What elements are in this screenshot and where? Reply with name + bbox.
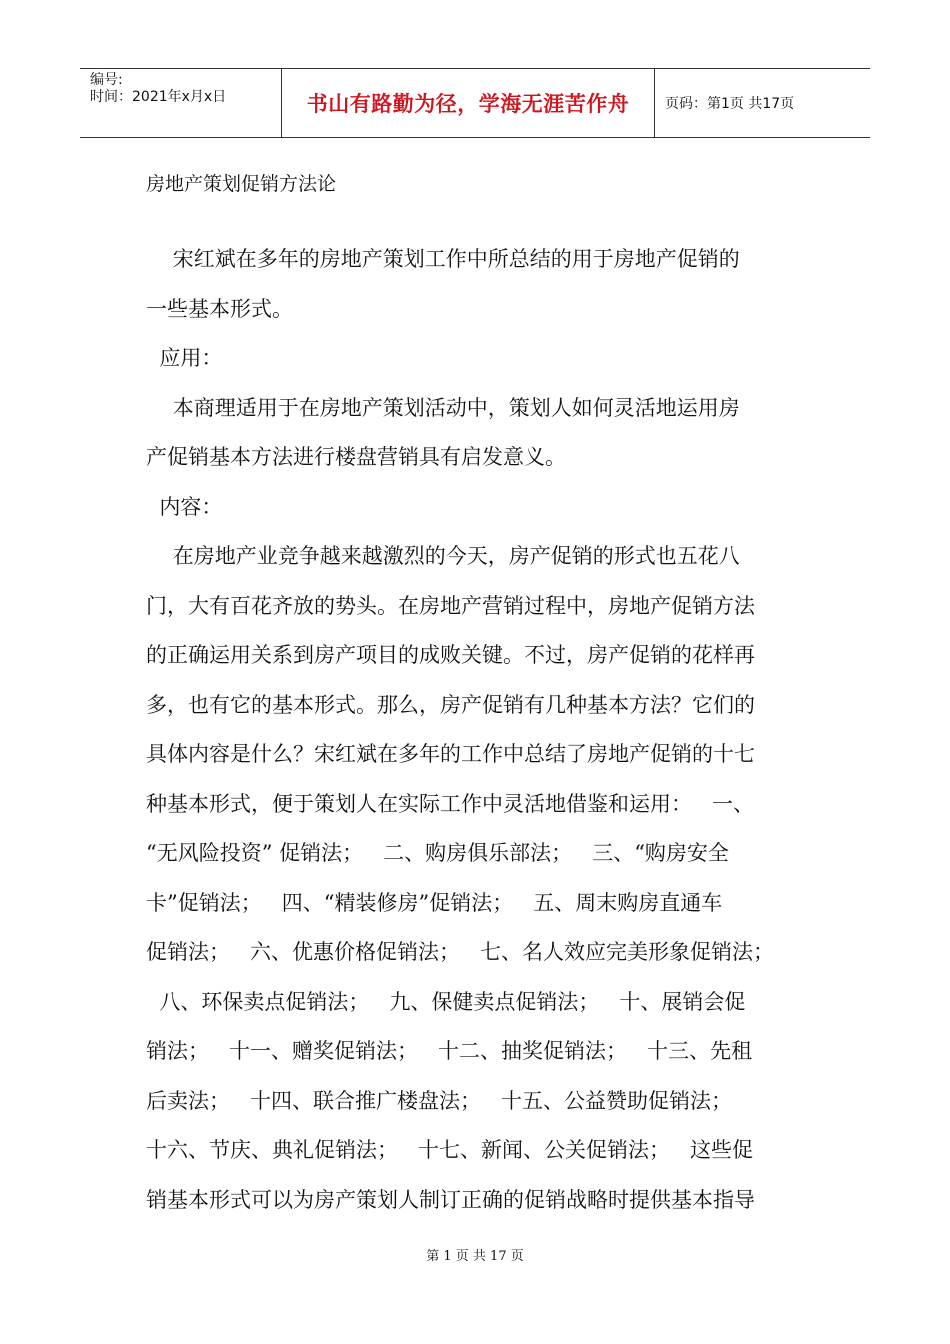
body-line: 销基本形式可以为房产策划人制订正确的促销战略时提供基本指导	[146, 1187, 755, 1212]
document-title: 房地产策划促销方法论	[146, 173, 337, 195]
body-line: 在房地产业竞争越来越激烈的今天，房产促销的形式也五花八	[146, 544, 740, 568]
body-line: 卡”促销法； 四、“精装修房”促销法； 五、周末购房直通车	[146, 890, 723, 915]
body-line: 十六、节庆、典礼促销法； 十七、新闻、公关促销法； 这些促	[146, 1138, 754, 1162]
body-line: 具体内容是什么？宋红斌在多年的工作中总结了房地产促销的十七	[146, 742, 755, 766]
body-line: 宋红斌在多年的房地产策划工作中所总结的用于房地产促销的	[146, 247, 740, 271]
body-line: 种基本形式，便于策划人在实际工作中灵活地借鉴和运用： 一、	[146, 791, 755, 816]
header-motto: 书山有路勤为径，学海无涯苦作舟	[282, 69, 655, 137]
body-line: 产促销基本方法进行楼盘营销具有启发意义。	[146, 445, 566, 469]
body-line: 八、环保卖点促销法； 九、保健卖点促销法； 十、展销会促	[146, 989, 746, 1014]
header-meta-cell	[80, 69, 282, 137]
header-page-info: 页码：第1页 共17页	[665, 96, 795, 112]
body-line: 后卖法； 十四、联合推广楼盘法； 十五、公益赞助促销法；	[146, 1088, 733, 1113]
body-line: 多，也有它的基本形式。那么，房产促销有几种基本方法？它们的	[146, 692, 755, 717]
body-line: 本商理适用于在房地产策划活动中，策划人如何灵活地运用房	[146, 395, 740, 420]
body-line: 销法； 十一、赠奖促销法； 十二、抽奖促销法； 十三、先租	[146, 1039, 753, 1063]
document-number-label: 编号:	[90, 72, 123, 88]
document-body	[146, 235, 810, 1225]
body-line: 内容：	[146, 494, 223, 519]
body-line: 促销法； 六、优惠价格促销法； 七、名人效应完美形象促销法；	[146, 940, 775, 964]
body-line: 应用：	[146, 346, 223, 370]
body-line: 的正确运用关系到房产项目的成败关键。不过，房产促销的花样再	[146, 643, 755, 667]
body-line: “无风险投资” 促销法； 二、购房俱乐部法； 三、“购房安全	[146, 841, 729, 865]
document-time-label: 时间：2021年x月x日	[90, 89, 227, 105]
body-line: 门，大有百花齐放的势头。在房地产营销过程中，房地产促销方法	[146, 593, 755, 618]
page-header	[80, 68, 870, 138]
page-footer: 第 1 页 共 17 页	[426, 1249, 524, 1264]
body-line: 一些基本形式。	[146, 296, 293, 321]
